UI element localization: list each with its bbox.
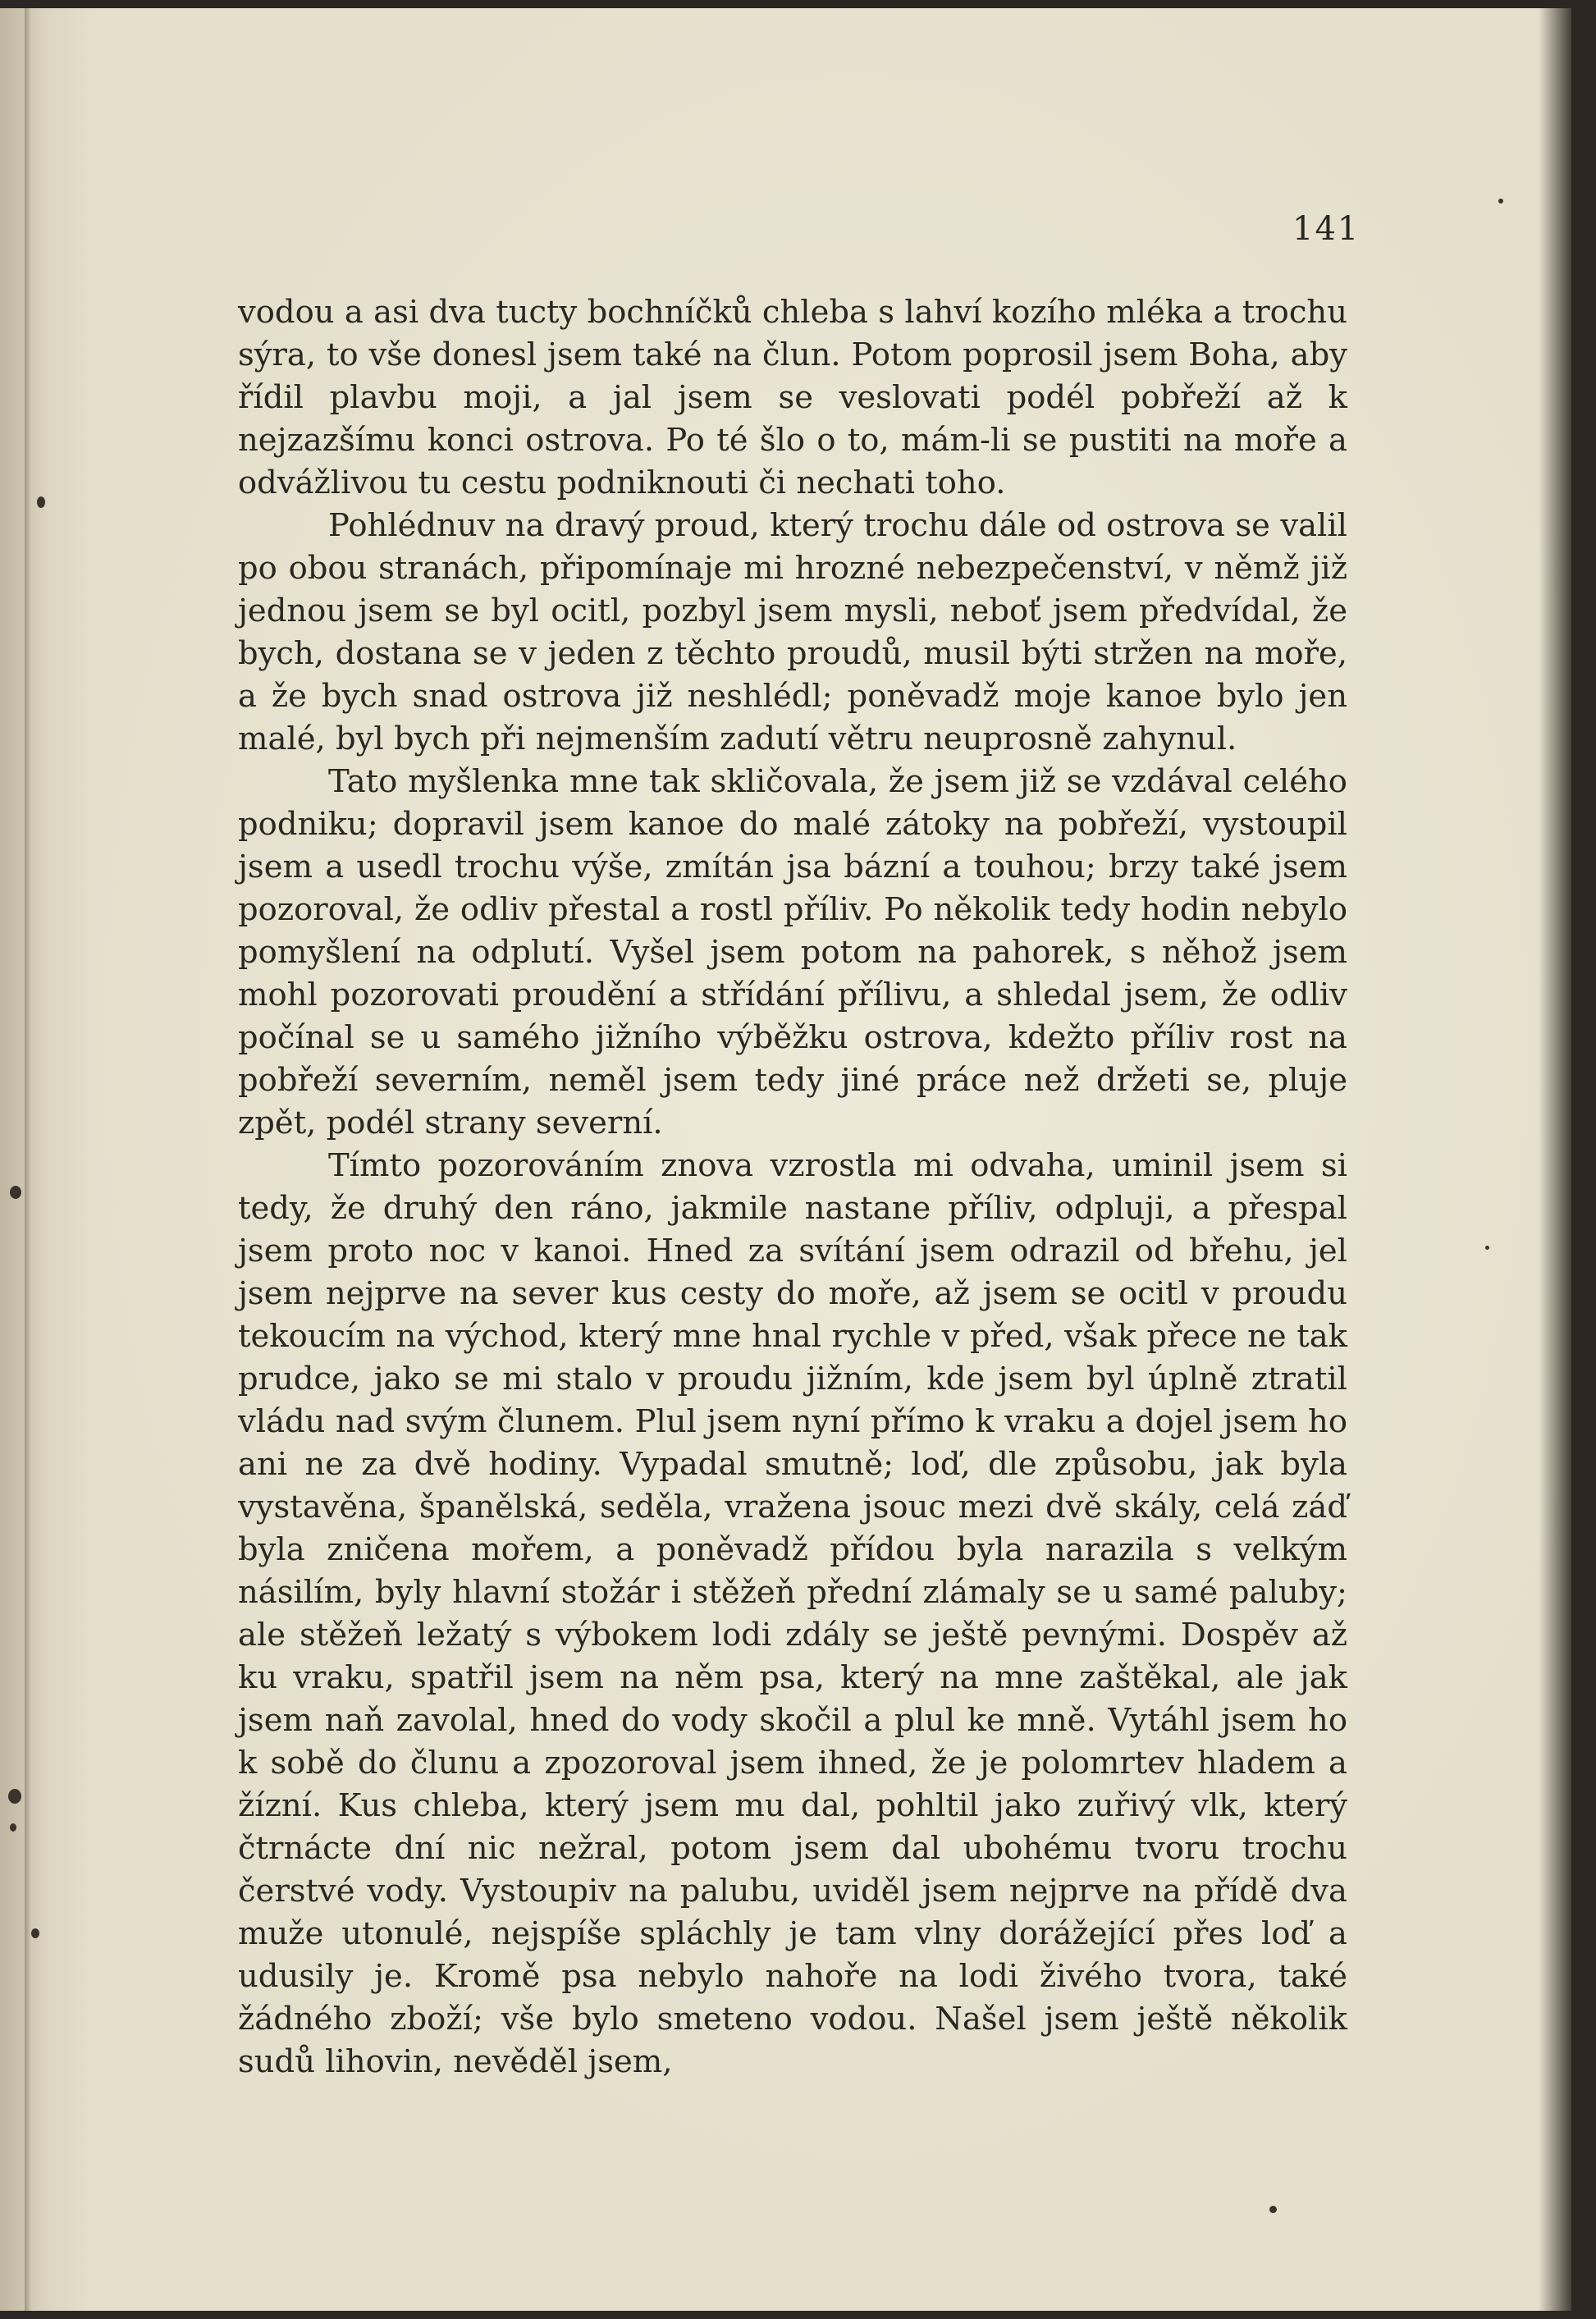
speck-mark [31, 1928, 39, 1938]
speck-mark [1498, 199, 1503, 204]
page-edge-shadow [1539, 8, 1571, 2311]
paragraph: Tato myšlenka mne tak skličovala, že jsem již se vzdával celého podniku; dopravil jsem kanoe do malé zátoky na pobřeží, vystoupil jsem a usedl trochu výše, zmítán jsa bázní a touhou; brzy také jsem pozoroval, že odliv přestal a rostl příliv. Po několik tedy hodin nebylo pomyšlení na odplutí. Vyšel jsem potom na pahorek, s něhož jsem mohl pozorovati proudění a střídání přílivu, a shledal jsem, že odliv počínal se u samého jižního výběžku ostrova, kdežto příliv rost na pobřeží severním, neměl jsem tedy jiné práce než držeti se, pluje zpět, podél strany severní. [238, 763, 1347, 1141]
paragraph: Pohlédnuv na dravý proud, který trochu dále od ostrova se valil po obou stranách, připomínaje mi hrozné nebezpečenství, v němž již jednou jsem se byl ocitl, pozbyl jsem mysli, neboť jsem předvídal, že bych, dostana se v jeden z těchto proudů, musil býti stržen na moře, a že bych snad ostrova již neshlédl; poněvadž moje kanoe bylo jen malé, byl bych při nejmenším zadutí větru neuprosně zahynul. [238, 507, 1347, 757]
page-number: 141 [1292, 210, 1360, 248]
speck-mark [1269, 2206, 1277, 2213]
speck-mark [10, 1823, 16, 1832]
speck-mark [37, 496, 45, 508]
speck-mark [10, 1186, 21, 1199]
speck-mark [8, 1789, 21, 1804]
speck-mark [1485, 1246, 1489, 1250]
book-page [0, 8, 1571, 2311]
page-spine-shadow [25, 8, 31, 2311]
paragraph: vodou a asi dva tucty bochníčků chleba s lahví kozího mléka a trochu sýra, to vše donesl jsem také na člun. Potom poprosil jsem Boha, aby řídil plavbu moji, a jal jsem se veslovati podél pobřeží až k nejzazšímu konci ostrova. Po té šlo o to, mám-li se pustiti na moře a odvážlivou tu cestu podniknouti či nechati toho. [238, 294, 1347, 501]
body-text [238, 291, 1347, 2083]
paragraph: Tímto pozorováním znova vzrostla mi odvaha, uminil jsem si tedy, že druhý den ráno, jakmile nastane příliv, odpluji, a přespal jsem proto noc v kanoi. Hned za svítání jsem odrazil od břehu, jel jsem nejprve na sever kus cesty do moře, až jsem se ocitl v proudu tekoucím na východ, který mne hnal rychle v před, však přece ne tak prudce, jako se mi stalo v proudu jižním, kde jsem byl úplně ztratil vládu nad svým člunem. Plul jsem nyní přímo k vraku a dojel jsem ho ani ne za dvě hodiny. Vypadal smutně; loď, dle způsobu, jak byla vystavěna, španělská, seděla, vražena jsouc mezi dvě skály, celá záď byla zničena mořem, a poněvadž přídou byla narazila s velkým násilím, byly hlavní stožár i stěžeň přední zlámaly se u samé paluby; ale stěžeň ležatý s výbokem lodi zdály se ještě pevnými. Dospěv až ku vraku, spatřil jsem na něm psa, který na mne zaštěkal, ale jak jsem naň zavolal, hned do vody skočil a plul ke mně. Vytáhl jsem ho k sobě do člunu a zpozoroval jsem ihned, že je polomrtev hladem a žízní. Kus chleba, který jsem mu dal, pohltil jako zuřivý vlk, který čtrnácte dní nic nežral, potom jsem dal ubohému tvoru trochu čerstvé vody. Vystoupiv na palubu, uviděl jsem nejprve na přídě dva muže utonulé, nejspíše spláchly je tam vlny dorážející přes loď a udusily je. Kromě psa nebylo nahoře na lodi živého tvora, také žádného zboží; vše bylo smeteno vodou. Našel jsem ještě několik sudů lihovin, nevěděl jsem, [238, 1147, 1347, 2080]
